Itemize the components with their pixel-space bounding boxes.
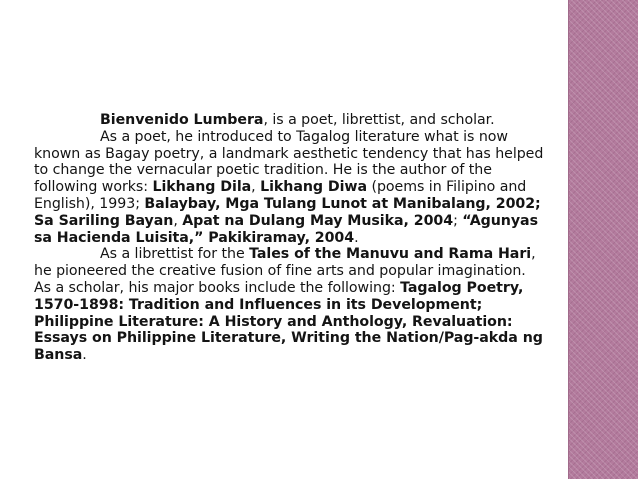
paragraph-poet	[34, 129, 546, 247]
text-run: Tagalog Poetry, 1570-1898: Tradition and Influences in its Development; Philippine Literature: A History and Anthology, Revaluation: Essays on Philippine Literature, Writing the Nation/Pag-akda ng Bansa	[34, 279, 543, 364]
text-run: As a poet, he introduced to Tagalog literature what is now known as Bagay poetry, a landmark aesthetic tendency that has helped to change the vernacular poetic tradition. He is the author of the following works:	[34, 128, 544, 196]
text-run: ,	[251, 179, 261, 196]
text-run: , is a poet, librettist, and scholar.	[263, 112, 495, 128]
body-text	[34, 112, 546, 364]
text-run: (poems in Filipino and English), 1993;	[34, 179, 527, 212]
text-run: Likhang Diwa	[260, 179, 368, 196]
text-run: Likhang Dila	[152, 179, 252, 196]
text-run: ;	[453, 212, 463, 229]
paragraph-librettist	[34, 246, 546, 364]
text-run: .	[82, 347, 87, 364]
text-run: , he pioneered the creative fusion of fine arts and popular imagination. As a scholar, his major books include the following:	[34, 246, 536, 296]
text-run: Apat na Dulang May Musika, 2004	[182, 212, 454, 229]
decorative-side-strip	[568, 0, 638, 479]
paragraph-intro	[34, 112, 546, 129]
text-run: “Agunyas sa Hacienda Luisita,” Pakikiramay, 2004	[34, 212, 538, 246]
text-run: Bienvenido Lumbera	[100, 112, 264, 128]
text-run: ,	[173, 212, 183, 229]
text-run: As a librettist for the	[100, 246, 250, 263]
text-run: Tales of the Manuvu and Rama Hari	[249, 246, 532, 263]
text-run: .	[354, 229, 359, 246]
text-run: Balaybay, Mga Tulang Lunot at Manibalang, 2002; Sa Sariling Bayan	[34, 195, 541, 229]
